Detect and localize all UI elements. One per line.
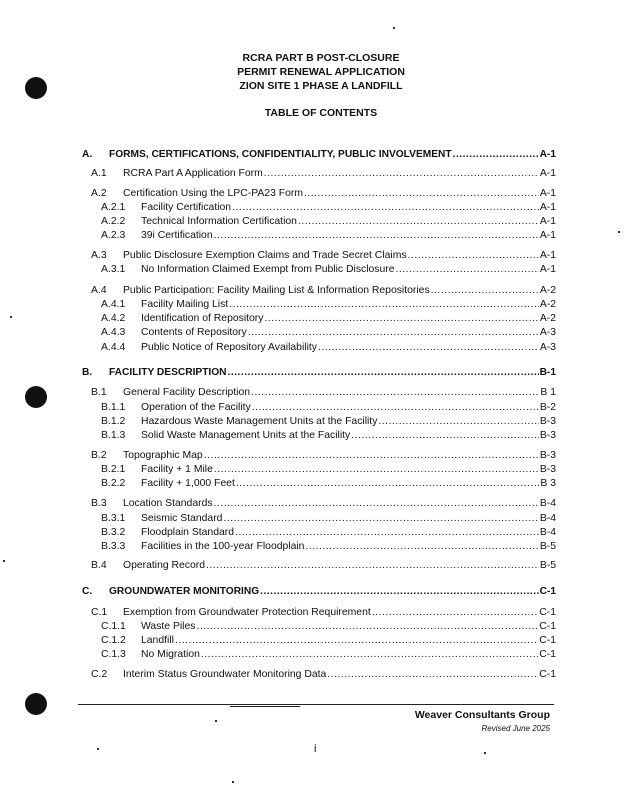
toc-entry-page: B-3 — [539, 430, 556, 441]
toc-entry-number: A.2 — [91, 188, 107, 199]
dot-leader — [235, 526, 539, 540]
toc-entry-page: B-3 — [539, 464, 556, 475]
toc-entry-page: A-1 — [539, 230, 556, 241]
toc-entry-title: Hazardous Waste Management Units at the Facility — [141, 416, 378, 427]
dot-leader — [175, 634, 538, 648]
toc-entry-title: Contents of Repository — [141, 327, 247, 338]
toc-entry-title: Certification Using the LPC-PA23 Form — [123, 188, 303, 199]
scan-speck — [232, 781, 234, 783]
dot-leader — [214, 229, 539, 243]
toc-entry-number: B.1.3 — [101, 430, 126, 441]
toc-entry-number: C.1.3 — [101, 649, 126, 660]
toc-entry-page: A-1 — [539, 264, 556, 275]
scan-speck — [618, 231, 620, 233]
toc-entry-title: FACILITY DESCRIPTION — [109, 367, 227, 378]
toc-entry-page: B-4 — [539, 498, 556, 509]
dot-leader — [223, 512, 538, 526]
toc-entry-b4[interactable] — [91, 559, 556, 573]
toc-entry-title: GROUNDWATER MONITORING — [109, 586, 260, 597]
toc-entry-title: Location Standards — [123, 498, 213, 509]
dot-leader — [264, 167, 539, 181]
toc-entry-c1-3[interactable] — [101, 648, 556, 662]
toc-entry-c1-1[interactable] — [101, 620, 556, 634]
toc-entry-number: A.2.3 — [101, 230, 126, 241]
toc-entry-number: B.2.2 — [101, 478, 126, 489]
toc-entry-number: A.2.2 — [101, 216, 126, 227]
toc-entry-c2[interactable] — [91, 668, 556, 682]
toc-entry-number: A. — [82, 149, 93, 160]
toc-entry-c1[interactable] — [91, 606, 556, 620]
toc-entry-title: Landfill — [141, 635, 174, 646]
toc-entry-page: B-3 — [539, 450, 556, 461]
toc-entry-number: A.4.3 — [101, 327, 126, 338]
revision-date: Revised June 2025 — [481, 724, 550, 733]
toc-entry-a4-1[interactable] — [101, 298, 556, 312]
toc-entry-number: C.2 — [91, 669, 108, 680]
toc-entry-page: A-1 — [539, 149, 556, 160]
scan-speck — [484, 752, 486, 754]
toc-entry-a[interactable] — [82, 148, 556, 162]
toc-entry-b1-3[interactable] — [101, 429, 556, 443]
dot-leader — [236, 477, 540, 491]
dot-leader — [304, 187, 539, 201]
toc-entry-page: C-1 — [539, 621, 556, 632]
company-name: Weaver Consultants Group — [414, 709, 550, 721]
toc-entry-title: Operating Record — [123, 560, 206, 571]
toc-entry-title: Facility Certification — [141, 202, 232, 213]
toc-entry-page: B-5 — [539, 560, 556, 571]
toc-entry-title: Public Notice of Repository Availability — [141, 342, 317, 353]
toc-entry-number: B.1 — [91, 387, 107, 398]
document-title-line-1: RCRA PART B POST-CLOSURE — [242, 52, 400, 64]
toc-entry-page: A-1 — [539, 202, 556, 213]
toc-entry-page: B 1 — [540, 387, 556, 398]
dot-leader — [251, 386, 539, 400]
toc-entry-b1-2[interactable] — [101, 415, 556, 429]
dot-leader — [264, 312, 538, 326]
dot-leader — [252, 401, 539, 415]
toc-entry-c1-2[interactable] — [101, 634, 556, 648]
dot-leader — [201, 648, 538, 662]
footer-rule — [78, 704, 554, 705]
toc-entry-number: B.3.3 — [101, 541, 126, 552]
toc-entry-title: Public Disclosure Exemption Claims and Trade Secret Claims — [123, 250, 407, 261]
toc-entry-title: General Facility Description — [123, 387, 251, 398]
toc-entry-number: A.1 — [91, 168, 107, 179]
dot-leader — [305, 540, 538, 554]
footer-rule-accent — [230, 706, 300, 707]
toc-entry-page: A-2 — [539, 285, 556, 296]
toc-entry-number: B.2.1 — [101, 464, 126, 475]
toc-entry-number: B.3.1 — [101, 513, 126, 524]
dot-leader — [214, 463, 539, 477]
dot-leader — [378, 415, 538, 429]
dot-leader — [248, 326, 539, 340]
toc-entry-number: C.1.1 — [101, 621, 126, 632]
scan-speck — [10, 316, 12, 318]
dot-leader — [206, 559, 539, 573]
toc-entry-title: RCRA Part A Application Form — [123, 168, 263, 179]
toc-entry-title: Solid Waste Management Units at the Facility — [141, 430, 351, 441]
scan-speck — [97, 748, 99, 750]
toc-entry-a4-4[interactable] — [101, 341, 556, 355]
toc-entry-title: FORMS, CERTIFICATIONS, CONFIDENTIALITY, PUBLIC INVOLVEMENT — [109, 149, 452, 160]
dot-leader — [260, 585, 538, 599]
toc-entry-a2-1[interactable] — [101, 201, 556, 215]
toc-entry-number: A.4.4 — [101, 342, 126, 353]
toc-entry-title: Waste Piles — [141, 621, 196, 632]
toc-entry-page: A-1 — [539, 188, 556, 199]
dot-leader — [408, 249, 539, 263]
toc-entry-a4-2[interactable] — [101, 312, 556, 326]
toc-entry-number: B. — [82, 367, 93, 378]
toc-entry-b2-1[interactable] — [101, 463, 556, 477]
toc-entry-a2-3[interactable] — [101, 229, 556, 243]
toc-entry-page: A-3 — [539, 342, 556, 353]
toc-entry-a4[interactable] — [91, 284, 556, 298]
toc-entry-title: Floodplain Standard — [141, 527, 235, 538]
dot-leader — [453, 148, 539, 162]
toc-entry-title: Facilities in the 100-year Floodplain — [141, 541, 305, 552]
toc-entry-page: B-2 — [539, 402, 556, 413]
toc-entry-page: A-1 — [539, 216, 556, 227]
dot-leader — [196, 620, 538, 634]
toc-entry-number: A.4 — [91, 285, 107, 296]
toc-entry-page: C-1 — [539, 635, 556, 646]
toc-entry-title: Public Participation: Facility Mailing List & Information Repositories — [123, 285, 430, 296]
toc-entry-a2[interactable] — [91, 187, 556, 201]
toc-entry-number: C.1.2 — [101, 635, 126, 646]
toc-entry-number: B.3 — [91, 498, 107, 509]
toc-entry-title: Facility Mailing List — [141, 299, 229, 310]
toc-entry-title: No Migration — [141, 649, 200, 660]
dot-leader — [204, 449, 539, 463]
scan-speck — [3, 560, 5, 562]
dot-leader — [214, 497, 539, 511]
toc-entry-number: A.4.1 — [101, 299, 126, 310]
dot-leader — [351, 429, 539, 443]
toc-entry-number: A.4.2 — [101, 313, 126, 324]
document-title-line-2: PERMIT RENEWAL APPLICATION — [237, 66, 405, 78]
toc-entry-b2-2[interactable] — [101, 477, 556, 491]
toc-entry-number: C. — [82, 586, 93, 597]
dot-leader — [232, 201, 539, 215]
dot-leader — [431, 284, 539, 298]
toc-entry-number: C.1 — [91, 607, 108, 618]
toc-entry-b3[interactable] — [91, 497, 556, 511]
toc-entry-b2[interactable] — [91, 449, 556, 463]
toc-entry-title: Topographic Map — [123, 450, 203, 461]
toc-entry-title: No Information Claimed Exempt from Public Disclosure — [141, 264, 395, 275]
toc-entry-page: A-1 — [539, 168, 556, 179]
toc-entry-a3-1[interactable] — [101, 263, 556, 277]
toc-entry-b1[interactable] — [91, 386, 556, 400]
toc-entry-b3-1[interactable] — [101, 512, 556, 526]
toc-entry-title: Identification of Repository — [141, 313, 264, 324]
scan-speck — [393, 27, 395, 29]
toc-entry-page: A-2 — [539, 313, 556, 324]
toc-entry-number: B.3.2 — [101, 527, 126, 538]
toc-entry-title: Facility + 1,000 Feet — [141, 478, 235, 489]
toc-entry-number: A.3 — [91, 250, 107, 261]
toc-entry-number: B.2 — [91, 450, 107, 461]
dot-leader — [318, 341, 539, 355]
toc-entry-page: A-3 — [539, 327, 556, 338]
binder-hole-2 — [25, 386, 47, 408]
dot-leader — [327, 668, 538, 682]
dot-leader — [228, 366, 539, 380]
toc-entry-a2-2[interactable] — [101, 215, 556, 229]
toc-entry-title: Seismic Standard — [141, 513, 223, 524]
toc-entry-number: B.1.1 — [101, 402, 126, 413]
scan-speck — [215, 720, 217, 722]
dot-leader — [298, 215, 539, 229]
toc-entry-number: A.3.1 — [101, 264, 126, 275]
toc-entry-b[interactable] — [82, 366, 556, 380]
toc-entry-a3[interactable] — [91, 249, 556, 263]
dot-leader — [396, 263, 539, 277]
toc-entry-page: A-2 — [539, 299, 556, 310]
dot-leader — [372, 606, 538, 620]
toc-entry-title: Technical Information Certification — [141, 216, 297, 227]
toc-entry-page: B 3 — [540, 478, 556, 489]
dot-leader — [229, 298, 539, 312]
toc-entry-number: B.1.2 — [101, 416, 126, 427]
toc-entry-page: B-4 — [539, 527, 556, 538]
toc-entry-page: C-1 — [539, 607, 556, 618]
toc-entry-page: B-1 — [539, 367, 556, 378]
toc-entry-number: A.2.1 — [101, 202, 126, 213]
toc-entry-page: C-1 — [539, 669, 556, 680]
toc-entry-a4-3[interactable] — [101, 326, 556, 340]
toc-entry-page: C-1 — [539, 586, 556, 597]
toc-entry-c[interactable] — [82, 585, 556, 599]
toc-entry-number: B.4 — [91, 560, 107, 571]
page-number: i — [314, 743, 317, 755]
toc-entry-page: B-5 — [539, 541, 556, 552]
toc-entry-page: B-4 — [539, 513, 556, 524]
toc-entry-title: Exemption from Groundwater Protection Requirement — [123, 607, 371, 618]
toc-entry-page: A-1 — [539, 250, 556, 261]
toc-entry-title: Interim Status Groundwater Monitoring Data — [123, 669, 327, 680]
toc-entry-a1[interactable] — [91, 167, 556, 181]
toc-heading: TABLE OF CONTENTS — [264, 107, 378, 119]
toc-entry-title: 39i Certification — [141, 230, 213, 241]
toc-entry-title: Facility + 1 Mile — [141, 464, 213, 475]
toc-entry-page: C-1 — [539, 649, 556, 660]
toc-entry-title: Operation of the Facility — [141, 402, 251, 413]
document-title-line-3: ZION SITE 1 PHASE A LANDFILL — [239, 80, 403, 92]
toc-entry-b3-2[interactable] — [101, 526, 556, 540]
toc-entry-b3-3[interactable] — [101, 540, 556, 554]
toc-entry-page: B-3 — [539, 416, 556, 427]
binder-hole-3 — [25, 693, 47, 715]
toc-entry-b1-1[interactable] — [101, 401, 556, 415]
